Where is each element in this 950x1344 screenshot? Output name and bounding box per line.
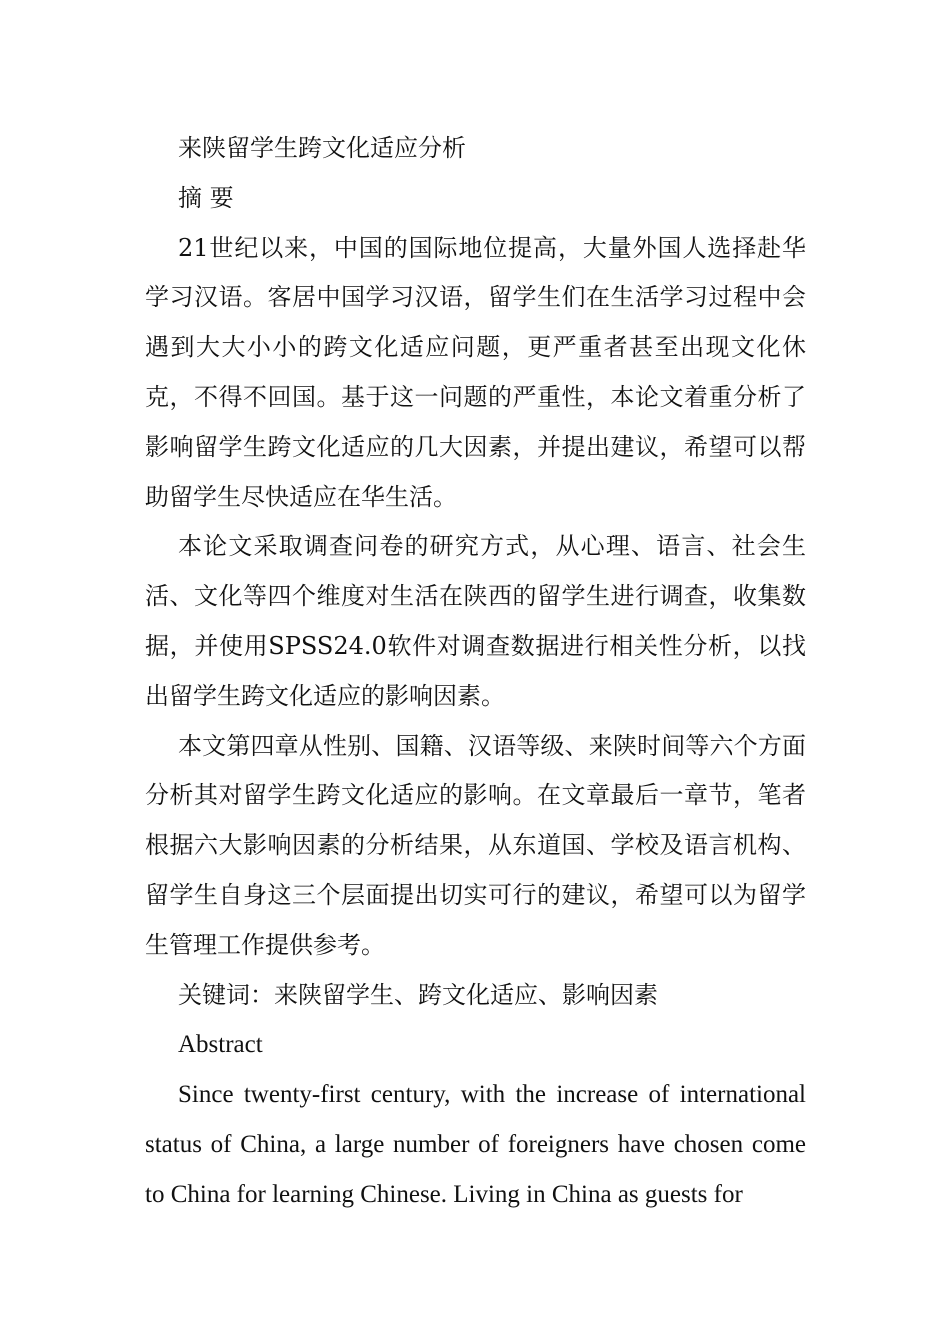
document-page [145, 124, 806, 1220]
document-title: 来陕留学生跨文化适应分析 [178, 134, 466, 162]
abstract-heading: 摘 要 [178, 183, 234, 212]
abstract-paragraph-1: 21世纪以来，中国的国际地位提高，大量外国人选择赴华学习汉语。客居中国学习汉语，留学生们在生活学习过程中会遇到大大小小的跨文化适应问题，更严重者甚至出现文化休克，不得不回国。基于这一问题的严重性，本论文着重分析了影响留学生跨文化适应的几大因素，并提出建议，希望可以帮助留学生尽快适应在华生活。 [145, 233, 806, 511]
abstract-paragraph-3: 本文第四章从性别、国籍、汉语等级、来陕时间等六个方面分析其对留学生跨文化适应的影响。在文章最后一章节，笔者根据六大影响因素的分析结果，从东道国、学校及语言机构、留学生自身这三个层面提出切实可行的建议，希望可以为留学生管理工作提供参考。 [145, 731, 806, 959]
abstract-paragraph-2: 本论文采取调查问卷的研究方式，从心理、语言、社会生活、文化等四个维度对生活在陕西的留学生进行调查，收集数据，并使用SPSS24.0软件对调查数据进行相关性分析，以找出留学生跨文化适应的影响因素。 [145, 532, 806, 710]
keywords-line: 关键词：来陕留学生、跨文化适应、影响因素 [178, 980, 658, 1009]
english-abstract-paragraph: Since twenty-first century, with the increase of international status of China, a large number of foreigners have chosen come to China for learning Chinese. Living in China as guests for [145, 1081, 806, 1208]
english-abstract-heading: Abstract [178, 1031, 263, 1059]
